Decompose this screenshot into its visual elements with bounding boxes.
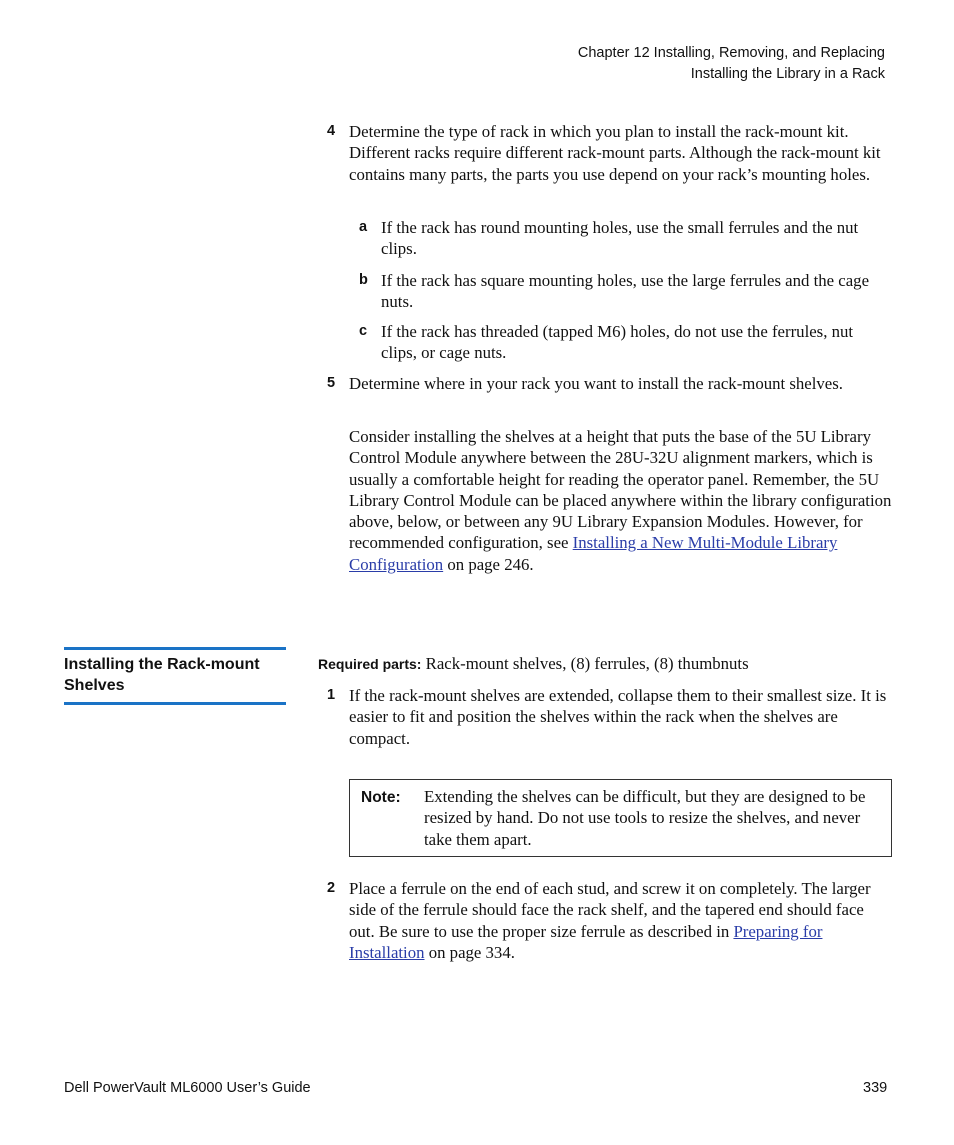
step-text (349, 878, 887, 963)
paragraph-text: Consider installing the shelves at a height that puts the base of the 5U Library Control Module anywhere between the 28U-32U alignment markers, which is usually a comfortable height for reading the operator panel. Remember, the 5U Library Control Module can be placed anywhere within the library configuration above, below, or between any 9U Library Expansion Modules. However, for recommended configuration, see (349, 427, 892, 553)
step-4 (327, 121, 887, 185)
footer-title: Dell PowerVault ML6000 User’s Guide (64, 1080, 311, 1096)
substep-letter: c (359, 323, 368, 339)
substep-letter: b (359, 272, 368, 288)
substep-text: If the rack has square mounting holes, use the large ferrules and the cage nuts. (381, 271, 870, 312)
step-number: 1 (327, 687, 336, 703)
step-number: 2 (327, 880, 336, 896)
substep-text: If the rack has threaded (tapped M6) holes, do not use the ferrules, nut clips, or cage nuts. (381, 322, 854, 363)
running-header (578, 43, 885, 85)
step-text: Determine the type of rack in which you plan to install the rack-mount kit. Different racks require different rack-mount parts. Although the rack-mount kit contains many parts, the parts you use depend on your rack’s mounting holes. (349, 122, 881, 184)
step-2-tail: on page 334. (424, 942, 515, 962)
step-text: Determine where in your rack you want to install the rack-mount shelves. (349, 374, 843, 393)
page-number: 339 (863, 1080, 888, 1096)
note-label: Note: (361, 789, 401, 806)
step-5-paragraph (349, 426, 894, 575)
step-5 (327, 373, 887, 394)
note-box (349, 779, 892, 857)
header-chapter: Chapter 12 Installing, Removing, and Replacing (577, 45, 885, 61)
paragraph-tail: on page 246. (443, 554, 534, 574)
required-parts-label: Required parts: (318, 656, 422, 672)
step-2 (327, 878, 887, 963)
step-text: If the rack-mount shelves are extended, collapse them to their smallest size. It is easier to fit and position the shelves within the rack when the shelves are compact. (349, 686, 887, 748)
substep-b (359, 270, 889, 313)
link-preparing-installation[interactable]: Preparing for Installation (349, 921, 823, 962)
required-parts-text: Rack-mount shelves, (8) ferrules, (8) thumbnuts (421, 654, 749, 673)
section-heading: Installing the Rack-mount Shelves (64, 647, 286, 705)
substep-text: If the rack has round mounting holes, use the small ferrules and the nut clips. (381, 218, 859, 259)
link-multi-module-config[interactable]: Installing a New Multi-Module Library Configuration (349, 533, 838, 574)
step-1 (327, 685, 887, 749)
substep-a (359, 217, 889, 260)
step-number: 5 (327, 375, 336, 391)
required-parts (318, 653, 749, 675)
note-text: Extending the shelves can be difficult, but they are designed to be resized by hand. Do not use tools to resize the shelves, and never take them apart. (424, 787, 866, 849)
substep-c (359, 321, 889, 364)
step-2-text: Place a ferrule on the end of each stud, and screw it on completely. The larger side of the ferrule should face the rack shelf, and the tapered end should face out. Be sure to use the proper size ferrule as described in (349, 879, 871, 941)
substep-letter: a (359, 219, 368, 235)
header-section: Installing the Library in a Rack (690, 66, 885, 82)
step-number: 4 (327, 123, 336, 139)
